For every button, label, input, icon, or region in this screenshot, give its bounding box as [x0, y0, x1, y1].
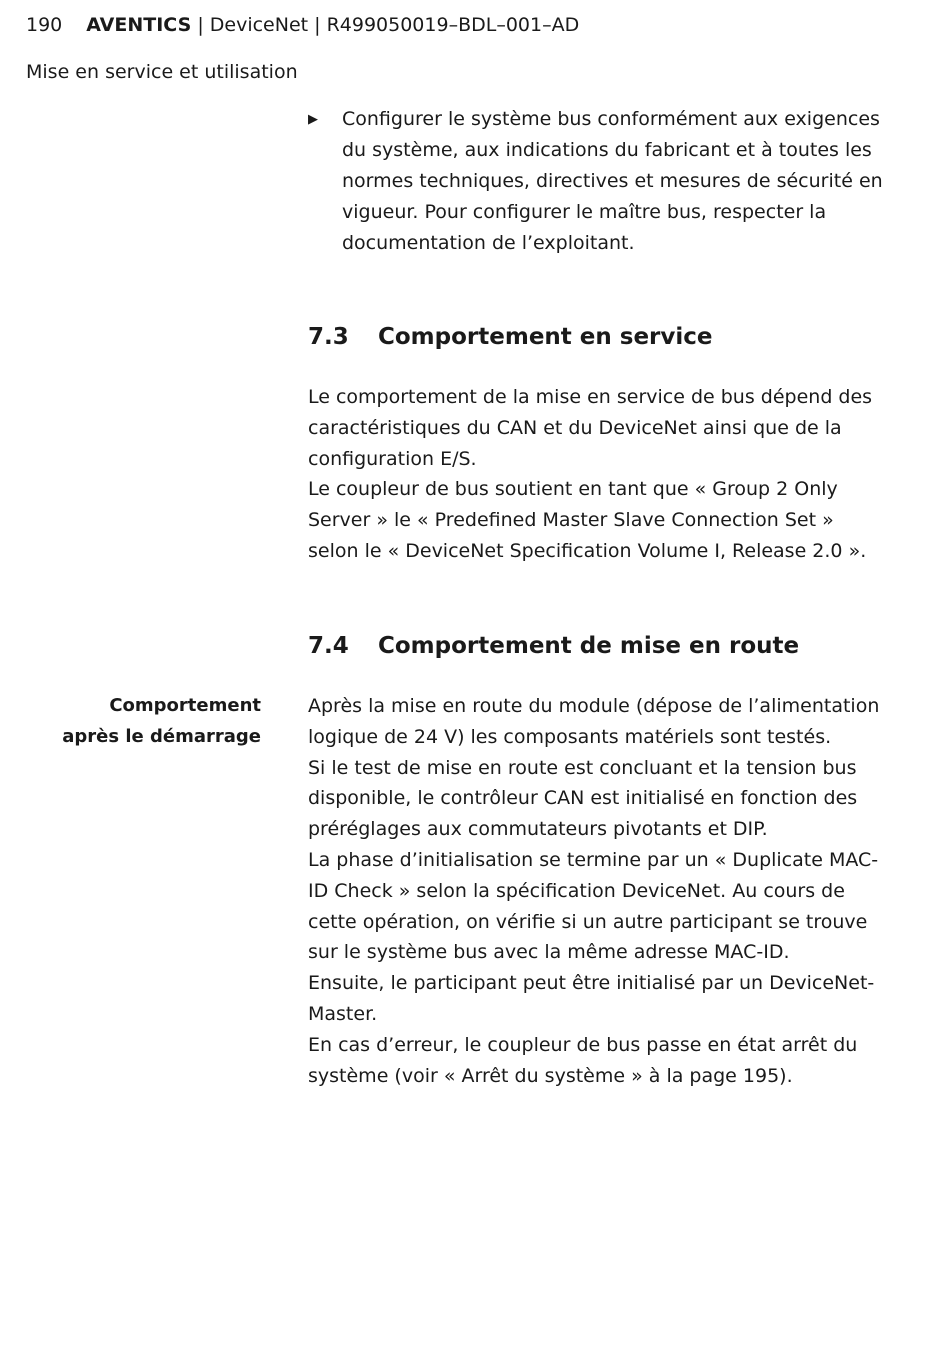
bullet-text: Configurer le système bus conformément aux exigences du système, aux indications du fabricant et à toutes les normes techniques, directives et mesures de sécurité en vigueur. Pour configurer le maître bus, respecter la documentation de l’exploitant.	[342, 108, 883, 254]
page-number: 190	[26, 14, 63, 36]
section-title: Comportement de mise en route	[378, 633, 800, 659]
paragraph: La phase d’initialisation se termine par un « Duplicate MAC-ID Check » selon la spécification DeviceNet. Au cours de cette opération, on vérifie si un autre participant se trouve sur le système bus avec la même adresse MAC-ID.	[308, 848, 879, 964]
page-header	[26, 12, 579, 38]
paragraph: Si le test de mise en route est concluant et la tension bus disponible, le contrôleur CAN est initialisé en fonction des préréglages aux commutateurs pivotants et DIP.	[308, 756, 858, 841]
section-title: Comportement en service	[378, 324, 713, 350]
paragraph: Après la mise en route du module (dépose de l’alimentation logique de 24 V) les composants matériels sont testés.	[308, 695, 880, 748]
brand-name: AVENTICS	[86, 14, 192, 36]
chapter-label: Mise en service et utilisation	[26, 61, 298, 83]
section-heading-7-4	[308, 631, 799, 661]
section-number: 7.4	[308, 633, 349, 659]
section-7-4-body	[308, 691, 888, 1091]
margin-label-line: après le démarrage	[62, 725, 261, 747]
margin-label-line: Comportement	[109, 695, 261, 716]
section-number: 7.3	[308, 324, 349, 350]
paragraph: En cas d’erreur, le coupleur de bus passe en état arrêt du système (voir « Arrêt du système » à la page 195).	[308, 1033, 858, 1087]
paragraph: Le coupleur de bus soutient en tant que « Group 2 Only Server » le « Predefined Master Slave Connection Set » selon le « DeviceNet Specification Volume I, Release 2.0 ».	[308, 478, 867, 562]
bullet-item	[308, 104, 888, 259]
paragraph: Le comportement de la mise en service de bus dépend des caractéristiques du CAN et du DeviceNet ainsi que de la configuration E/S.	[308, 386, 873, 470]
document-reference: | DeviceNet | R499050019–BDL–001–AD	[191, 14, 580, 36]
section-heading-7-3	[308, 322, 713, 352]
bullet-arrow-icon: ▶	[308, 112, 318, 127]
paragraph: Ensuite, le participant peut être initialisé par un DeviceNet-Master.	[308, 972, 875, 1025]
margin-label	[21, 691, 261, 753]
section-7-3-body	[308, 382, 888, 567]
